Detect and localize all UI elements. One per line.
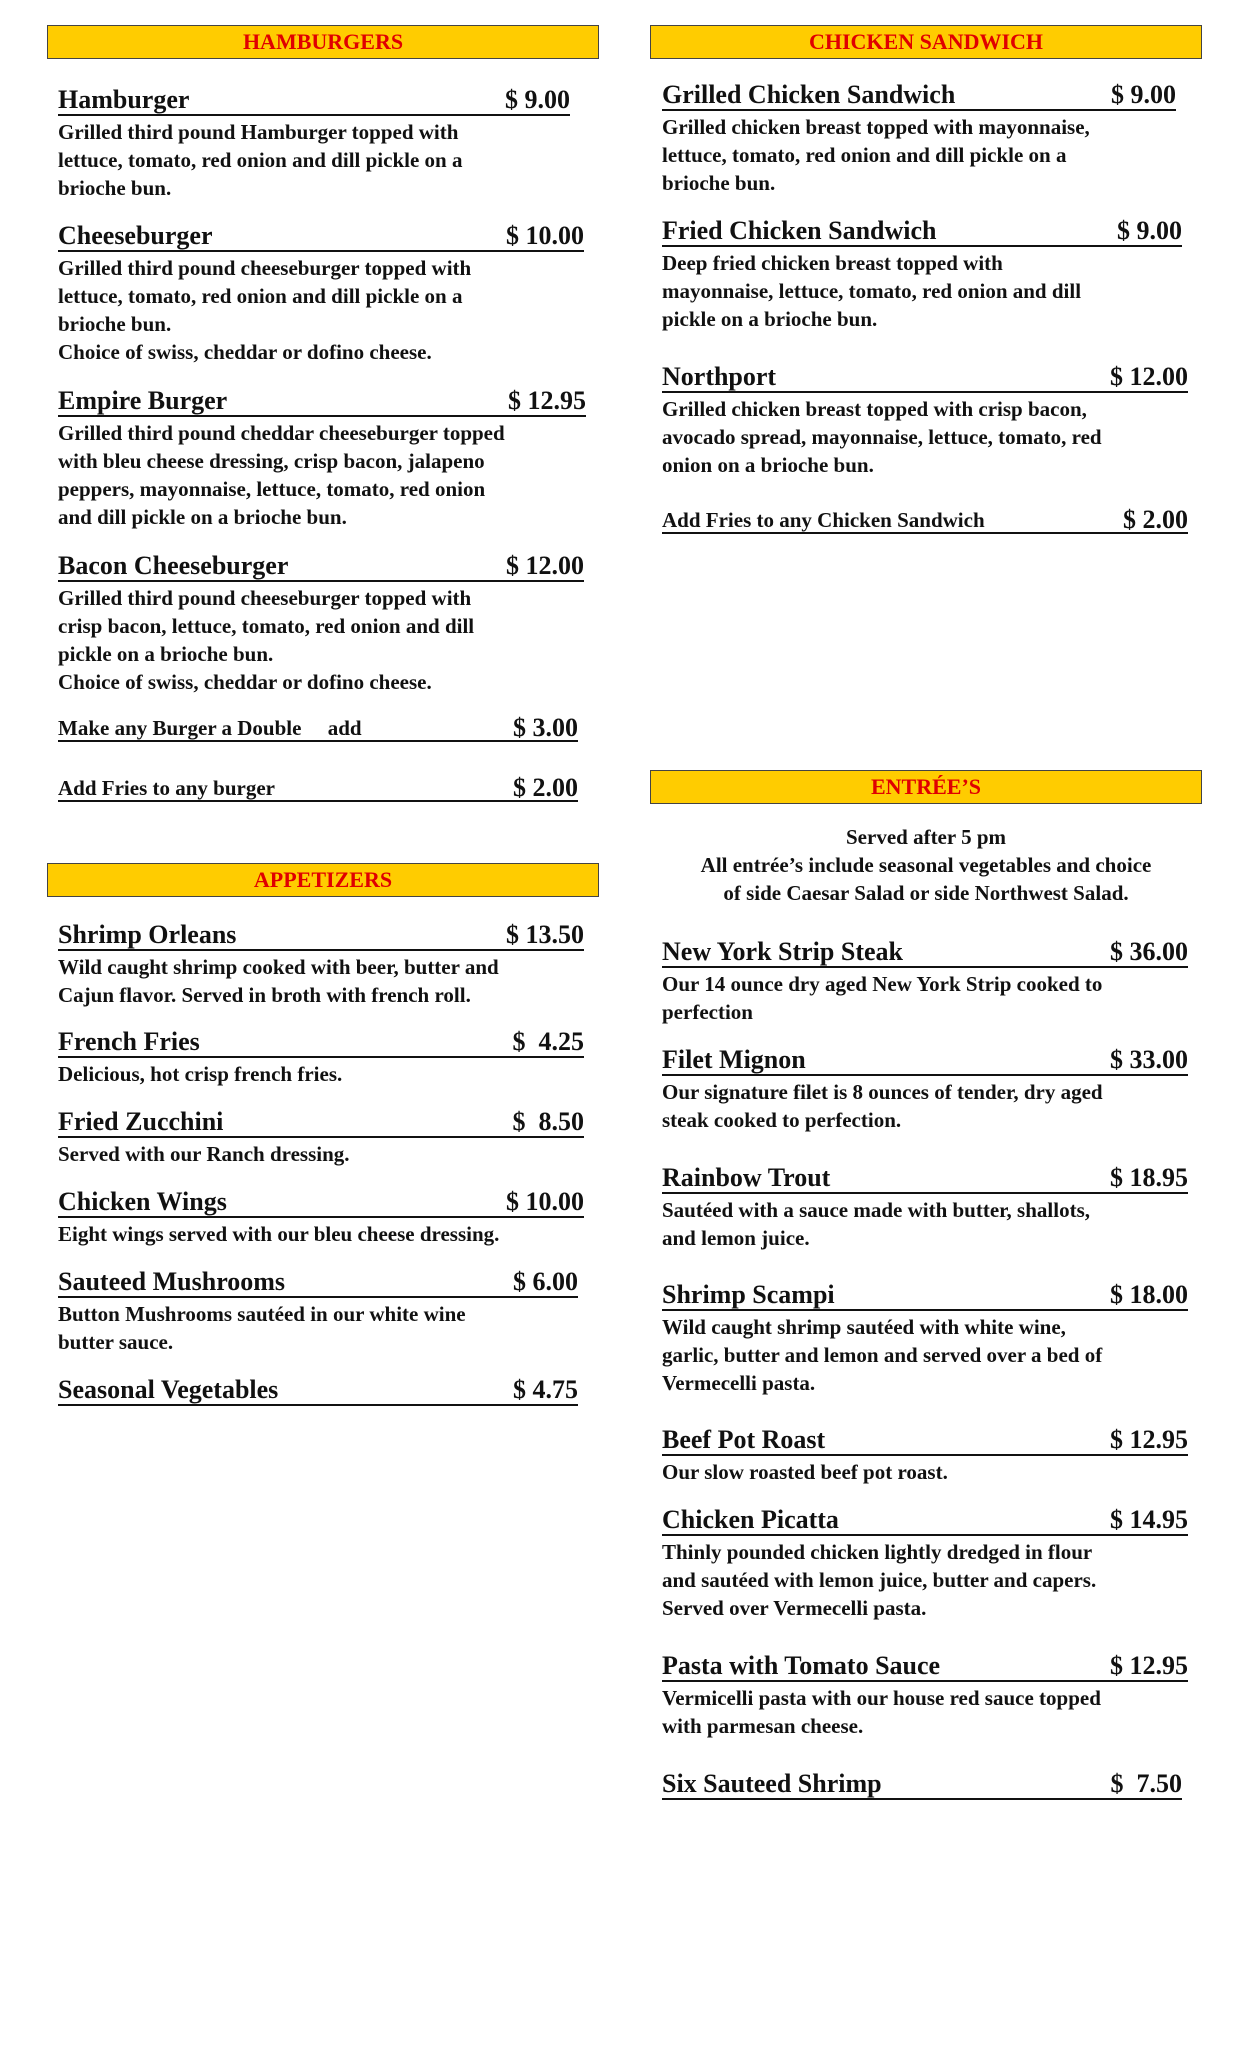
item-price: $ 13.50 bbox=[506, 920, 584, 949]
item-price: $ 9.00 bbox=[1111, 80, 1176, 109]
item-desc: avocado spread, mayonnaise, lettuce, tomato, red bbox=[662, 425, 1102, 449]
item-price: $ 9.00 bbox=[1117, 216, 1182, 245]
item-name: Empire Burger bbox=[58, 386, 228, 415]
item-desc: Deep fried chicken breast topped with bbox=[662, 251, 1003, 275]
item-name: Sauteed Mushrooms bbox=[58, 1267, 286, 1296]
item-price: $ 6.00 bbox=[513, 1267, 578, 1296]
menu-item bbox=[662, 1770, 1182, 1800]
item-price: $ 12.95 bbox=[1110, 1651, 1188, 1680]
addon-label: Make any Burger a Double add bbox=[58, 716, 362, 740]
item-desc: pickle on a brioche bun. bbox=[662, 307, 878, 331]
menu-item bbox=[662, 1652, 1188, 1740]
item-name: Shrimp Orleans bbox=[58, 920, 237, 949]
item-name: Bacon Cheeseburger bbox=[58, 551, 289, 580]
item-desc: lettuce, tomato, red onion and dill pickle on a bbox=[662, 143, 1067, 167]
menu-item bbox=[58, 921, 584, 1009]
item-desc: with parmesan cheese. bbox=[662, 1714, 864, 1738]
menu-item bbox=[662, 1426, 1188, 1486]
item-desc: Sautéed with a sauce made with butter, shallots, bbox=[662, 1198, 1090, 1222]
item-desc: lettuce, tomato, red onion and dill pickle on a bbox=[58, 148, 463, 172]
item-desc: peppers, mayonnaise, lettuce, tomato, red onion bbox=[58, 477, 486, 501]
item-price: $ 12.95 bbox=[508, 386, 586, 415]
item-desc: Choice of swiss, cheddar or dofino cheese. bbox=[58, 670, 432, 694]
item-desc: Grilled third pound Hamburger topped with bbox=[58, 120, 459, 144]
item-desc: Grilled chicken breast topped with crisp bacon, bbox=[662, 397, 1087, 421]
addon-price: $ 2.00 bbox=[513, 773, 578, 802]
item-name: Shrimp Scampi bbox=[662, 1280, 835, 1309]
item-name: Seasonal Vegetables bbox=[58, 1375, 279, 1404]
item-price: $ 12.95 bbox=[1110, 1425, 1188, 1454]
item-price: $ 7.50 bbox=[1110, 1769, 1182, 1798]
item-desc: Wild caught shrimp sautéed with white wine, bbox=[662, 1315, 1066, 1339]
item-desc: perfection bbox=[662, 1000, 753, 1024]
item-name: Filet Mignon bbox=[662, 1045, 806, 1074]
item-desc: Choice of swiss, cheddar or dofino cheese. bbox=[58, 340, 432, 364]
item-price: $ 14.95 bbox=[1110, 1505, 1188, 1534]
menu-item bbox=[58, 1028, 584, 1088]
item-name: Fried Zucchini bbox=[58, 1107, 224, 1136]
chicken-sandwich-banner: CHICKEN SANDWICH bbox=[650, 25, 1202, 59]
item-price: $ 10.00 bbox=[506, 221, 584, 250]
item-desc: lettuce, tomato, red onion and dill pickle on a bbox=[58, 284, 463, 308]
item-desc: brioche bun. bbox=[662, 171, 776, 195]
menu-item bbox=[662, 1281, 1188, 1397]
addon-price: $ 3.00 bbox=[513, 713, 578, 742]
menu-item bbox=[662, 217, 1182, 333]
item-price: $ 4.25 bbox=[512, 1027, 584, 1056]
item-price: $ 36.00 bbox=[1110, 937, 1188, 966]
intro-line: All entrée’s include seasonal vegetables and choice bbox=[700, 853, 1152, 877]
item-desc: Eight wings served with our bleu cheese dressing. bbox=[58, 1222, 500, 1246]
hamburgers-banner: HAMBURGERS bbox=[47, 25, 599, 59]
menu-item bbox=[662, 363, 1188, 479]
item-name: Pasta with Tomato Sauce bbox=[662, 1651, 941, 1680]
item-name: Chicken Wings bbox=[58, 1187, 227, 1216]
item-desc: butter sauce. bbox=[58, 1330, 174, 1354]
item-desc: Our 14 ounce dry aged New York Strip cooked to bbox=[662, 972, 1103, 996]
menu-item bbox=[58, 222, 584, 366]
item-desc: Vermecelli pasta. bbox=[662, 1371, 816, 1395]
menu-item bbox=[662, 1164, 1188, 1252]
appetizers-banner: APPETIZERS bbox=[47, 863, 599, 897]
item-desc: Grilled third pound cheeseburger topped with bbox=[58, 256, 472, 280]
item-desc: Delicious, hot crisp french fries. bbox=[58, 1062, 343, 1086]
intro-line: of side Caesar Salad or side Northwest Salad. bbox=[723, 881, 1129, 905]
item-price: $ 10.00 bbox=[506, 1187, 584, 1216]
item-desc: Cajun flavor. Served in broth with french roll. bbox=[58, 983, 471, 1007]
addon-label: Add Fries to any Chicken Sandwich bbox=[662, 508, 985, 532]
addon-row bbox=[58, 713, 578, 742]
addon-price: $ 2.00 bbox=[1123, 505, 1188, 534]
item-desc: and sautéed with lemon juice, butter and capers. bbox=[662, 1568, 1097, 1592]
item-desc: brioche bun. bbox=[58, 312, 172, 336]
item-desc: pickle on a brioche bun. bbox=[58, 642, 274, 666]
entrees-intro bbox=[650, 823, 1202, 907]
item-name: French Fries bbox=[58, 1027, 200, 1056]
item-price: $ 18.95 bbox=[1110, 1163, 1188, 1192]
item-name: Cheeseburger bbox=[58, 221, 213, 250]
menu-item bbox=[58, 1268, 578, 1356]
item-desc: Our signature filet is 8 ounces of tender, dry aged bbox=[662, 1080, 1103, 1104]
menu-item bbox=[662, 938, 1188, 1026]
item-desc: mayonnaise, lettuce, tomato, red onion and dill bbox=[662, 279, 1082, 303]
entrees-banner: ENTRÉE’S bbox=[650, 770, 1202, 804]
item-name: Six Sauteed Shrimp bbox=[662, 1769, 882, 1798]
item-desc: Grilled chicken breast topped with mayonnaise, bbox=[662, 115, 1090, 139]
item-name: Rainbow Trout bbox=[662, 1163, 831, 1192]
item-desc: Our slow roasted beef pot roast. bbox=[662, 1460, 948, 1484]
item-price: $ 9.00 bbox=[505, 85, 570, 114]
item-name: Grilled Chicken Sandwich bbox=[662, 80, 956, 109]
item-desc: Button Mushrooms sautéed in our white wine bbox=[58, 1302, 466, 1326]
item-desc: Grilled third pound cheddar cheeseburger topped bbox=[58, 421, 505, 445]
item-desc: Served with our Ranch dressing. bbox=[58, 1142, 350, 1166]
menu-item bbox=[58, 1108, 584, 1168]
item-price: $ 12.00 bbox=[1110, 362, 1188, 391]
item-name: Beef Pot Roast bbox=[662, 1425, 826, 1454]
item-desc: brioche bun. bbox=[58, 176, 172, 200]
item-name: New York Strip Steak bbox=[662, 937, 903, 966]
menu-item bbox=[662, 81, 1176, 197]
item-desc: Grilled third pound cheeseburger topped with bbox=[58, 586, 472, 610]
addon-label: Add Fries to any burger bbox=[58, 776, 275, 800]
item-name: Hamburger bbox=[58, 85, 190, 114]
item-price: $ 18.00 bbox=[1110, 1280, 1188, 1309]
menu-item bbox=[58, 86, 570, 202]
intro-line: Served after 5 pm bbox=[846, 825, 1006, 849]
menu-item bbox=[58, 1376, 578, 1406]
item-name: Fried Chicken Sandwich bbox=[662, 216, 937, 245]
item-desc: onion on a brioche bun. bbox=[662, 453, 874, 477]
menu-item bbox=[662, 1046, 1188, 1134]
item-desc: steak cooked to perfection. bbox=[662, 1108, 902, 1132]
item-price: $ 12.00 bbox=[506, 551, 584, 580]
item-desc: and lemon juice. bbox=[662, 1226, 810, 1250]
menu-item bbox=[58, 1188, 584, 1248]
item-price: $ 4.75 bbox=[513, 1375, 578, 1404]
item-desc: Served over Vermecelli pasta. bbox=[662, 1596, 927, 1620]
menu-item bbox=[58, 552, 584, 696]
item-desc: Vermicelli pasta with our house red sauce topped bbox=[662, 1686, 1101, 1710]
item-name: Chicken Picatta bbox=[662, 1505, 839, 1534]
menu-item bbox=[662, 1506, 1188, 1622]
item-desc: and dill pickle on a brioche bun. bbox=[58, 505, 347, 529]
item-desc: crisp bacon, lettuce, tomato, red onion and dill bbox=[58, 614, 475, 638]
item-desc: Wild caught shrimp cooked with beer, butter and bbox=[58, 955, 499, 979]
item-name: Northport bbox=[662, 362, 777, 391]
item-price: $ 8.50 bbox=[512, 1107, 584, 1136]
item-price: $ 33.00 bbox=[1110, 1045, 1188, 1074]
item-desc: Thinly pounded chicken lightly dredged in flour bbox=[662, 1540, 1093, 1564]
item-desc: garlic, butter and lemon and served over a bed of bbox=[662, 1343, 1103, 1367]
menu-item bbox=[58, 387, 586, 531]
addon-row bbox=[662, 505, 1188, 534]
item-desc: with bleu cheese dressing, crisp bacon, jalapeno bbox=[58, 449, 485, 473]
addon-row bbox=[58, 773, 578, 802]
